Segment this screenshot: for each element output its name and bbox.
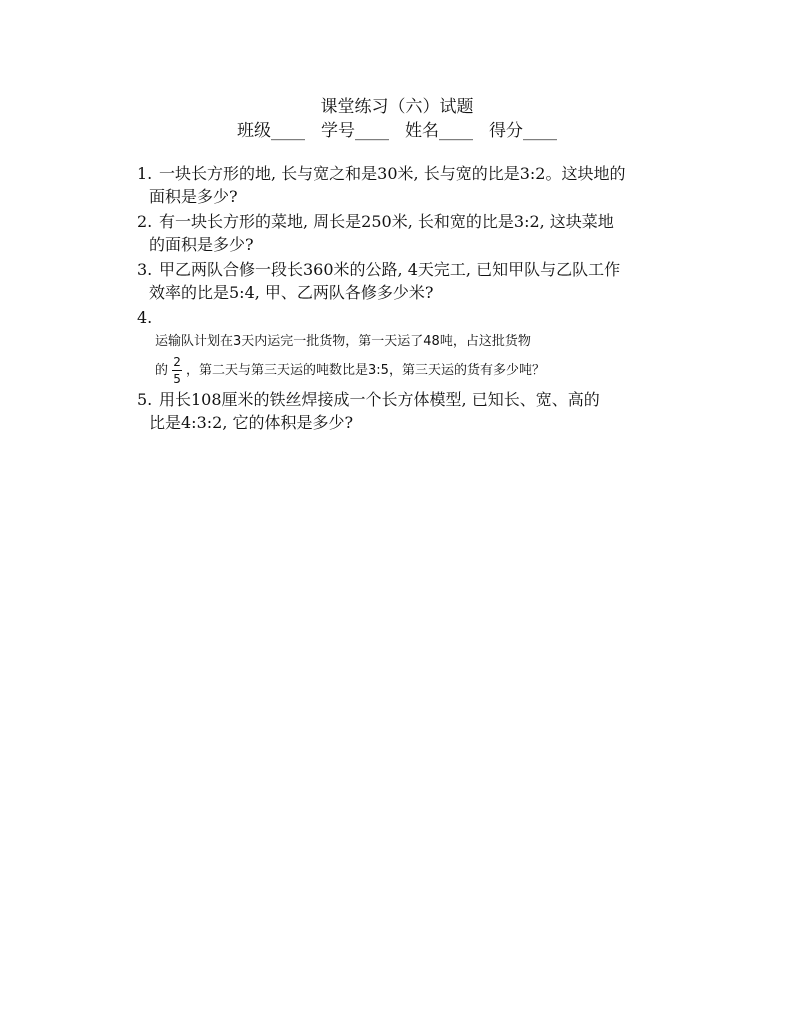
question-text-prefix: 的 [155,362,169,378]
question-text-line2: 面积是多少? [149,187,238,206]
question-text-line2: 的面积是多少? [149,235,254,254]
fraction-bar [172,370,182,371]
question-4 [137,306,697,386]
fraction-numerator: 2 [173,355,181,369]
question-number: 2. [137,212,153,231]
question-number: 1. [137,164,153,183]
question-text-line2: 效率的比是5:4, 甲、乙两队各修多少米? [149,283,434,302]
question-number: 4. [137,308,153,327]
question-text-line1: 运输队计划在3天内运完一批货物，第一天运了48吨，占这批货物 [155,334,531,349]
name-field: 姓名____ [405,121,473,141]
question-2 [137,210,697,256]
question-list [137,162,697,436]
question-text-suffix: ，第二天与第三天运的吨数比是3:5，第三天运的货有多少吨？ [186,362,545,378]
question-text-line1: 一块长方形的地, 长与宽之和是30米, 长与宽的比是3:2。这块地的 [159,164,626,183]
class-field: 班级____ [237,121,305,141]
question-text-line1: 用长108厘米的铁丝焊接成一个长方体模型, 已知长、宽、高的 [159,390,600,409]
question-number: 3. [137,260,153,279]
question-number: 5. [137,390,153,409]
fraction-denominator: 5 [173,372,181,386]
fraction [172,355,182,386]
question-1 [137,162,697,208]
question-3 [137,258,697,304]
question-text-line1: 甲乙两队合修一段长360米的公路, 4天完工, 已知甲队与乙队工作 [159,260,621,279]
student-info-line [0,120,794,142]
score-field: 得分____ [489,121,557,141]
page-title: 课堂练习（六）试题 [320,97,474,117]
question-4-body [137,331,697,386]
question-5 [137,388,697,434]
question-text-line1: 有一块长方形的菜地, 周长是250米, 长和宽的比是3:2, 这块菜地 [159,212,614,231]
question-text-line2 [155,355,697,386]
student-number-field: 学号____ [321,121,389,141]
question-text-line2: 比是4:3:2, 它的体积是多少? [149,413,354,432]
